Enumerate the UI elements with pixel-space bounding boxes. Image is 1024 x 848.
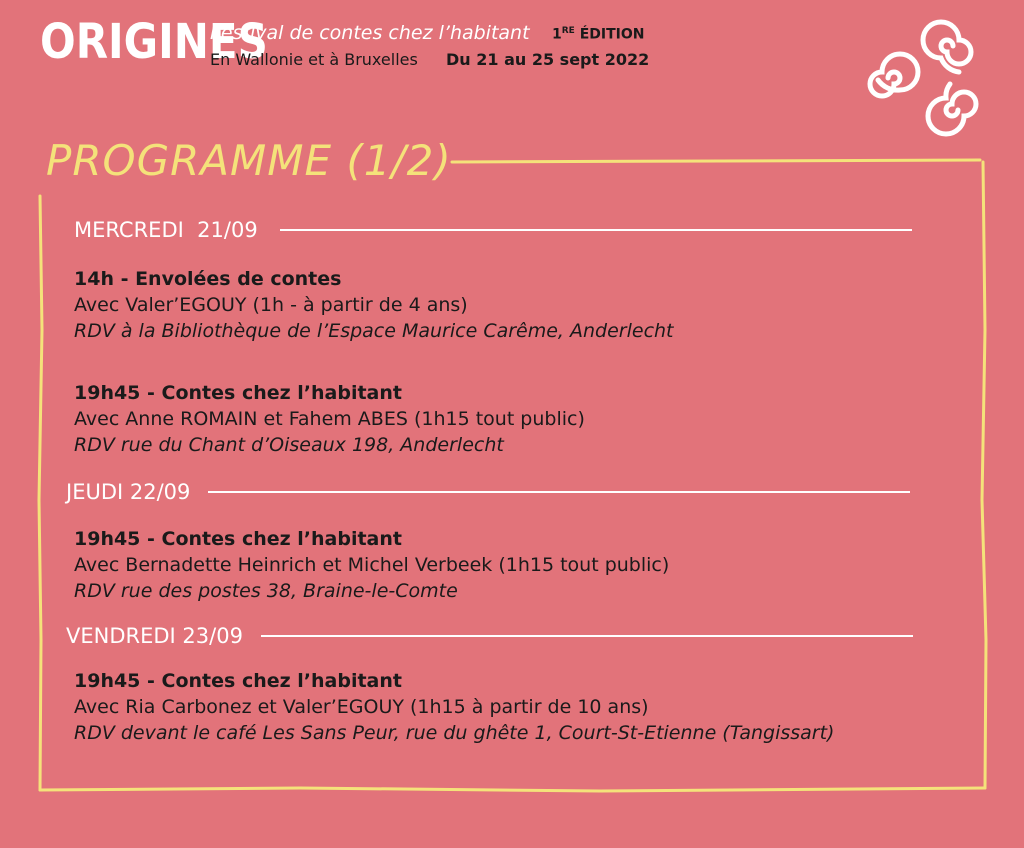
edition-word: ÉDITION (574, 26, 645, 43)
programme-title: PROGRAMME (1/2) (46, 136, 452, 185)
day-rule (208, 491, 910, 493)
event-title: 19h45 - Contes chez l’habitant (74, 670, 402, 692)
event-item (74, 380, 585, 458)
event-location: RDV à la Bibliothèque de l’Espace Maurice Carême, Anderlecht (74, 320, 674, 342)
logo: ORIGINES (40, 13, 268, 70)
event-location: RDV devant le café Les Sans Peur, rue du ghête 1, Court-St-Etienne (Tangissart) (74, 722, 835, 744)
event-performers: Avec Ria Carbonez et Valer’EGOUY (1h15 à partir de 10 ans) (74, 696, 649, 718)
event-item (74, 668, 834, 746)
festival-tagline: Festival de contes chez l’habitant (210, 22, 530, 44)
event-performers: Avec Valer’EGOUY (1h - à partir de 4 ans) (74, 294, 468, 316)
day-label: MERCREDI 21/09 (74, 218, 258, 242)
event-title: 14h - Envolées de contes (74, 268, 342, 290)
event-item (74, 526, 669, 604)
event-location: RDV rue du Chant d’Oiseaux 198, Anderlecht (74, 434, 504, 456)
event-location: RDV rue des postes 38, Braine-le-Comte (74, 580, 458, 602)
event-performers: Avec Anne ROMAIN et Fahem ABES (1h15 tout public) (74, 408, 585, 430)
event-item (74, 266, 674, 344)
day-header-wednesday (74, 218, 912, 242)
edition-number: 1 (552, 26, 562, 43)
day-label: VENDREDI 23/09 (66, 624, 243, 648)
event-title: 19h45 - Contes chez l’habitant (74, 382, 402, 404)
edition-superscript: RE (561, 26, 575, 36)
day-rule (261, 635, 913, 637)
event-title: 19h45 - Contes chez l’habitant (74, 528, 402, 550)
event-performers: Avec Bernadette Heinrich et Michel Verbeek (1h15 tout public) (74, 554, 670, 576)
day-label: JEUDI 22/09 (66, 480, 191, 504)
festival-regions: En Wallonie et à Bruxelles (210, 50, 418, 69)
day-header-friday (66, 624, 913, 648)
festival-dates: Du 21 au 25 sept 2022 (446, 50, 650, 69)
day-rule (280, 229, 912, 231)
day-header-thursday (66, 480, 910, 504)
